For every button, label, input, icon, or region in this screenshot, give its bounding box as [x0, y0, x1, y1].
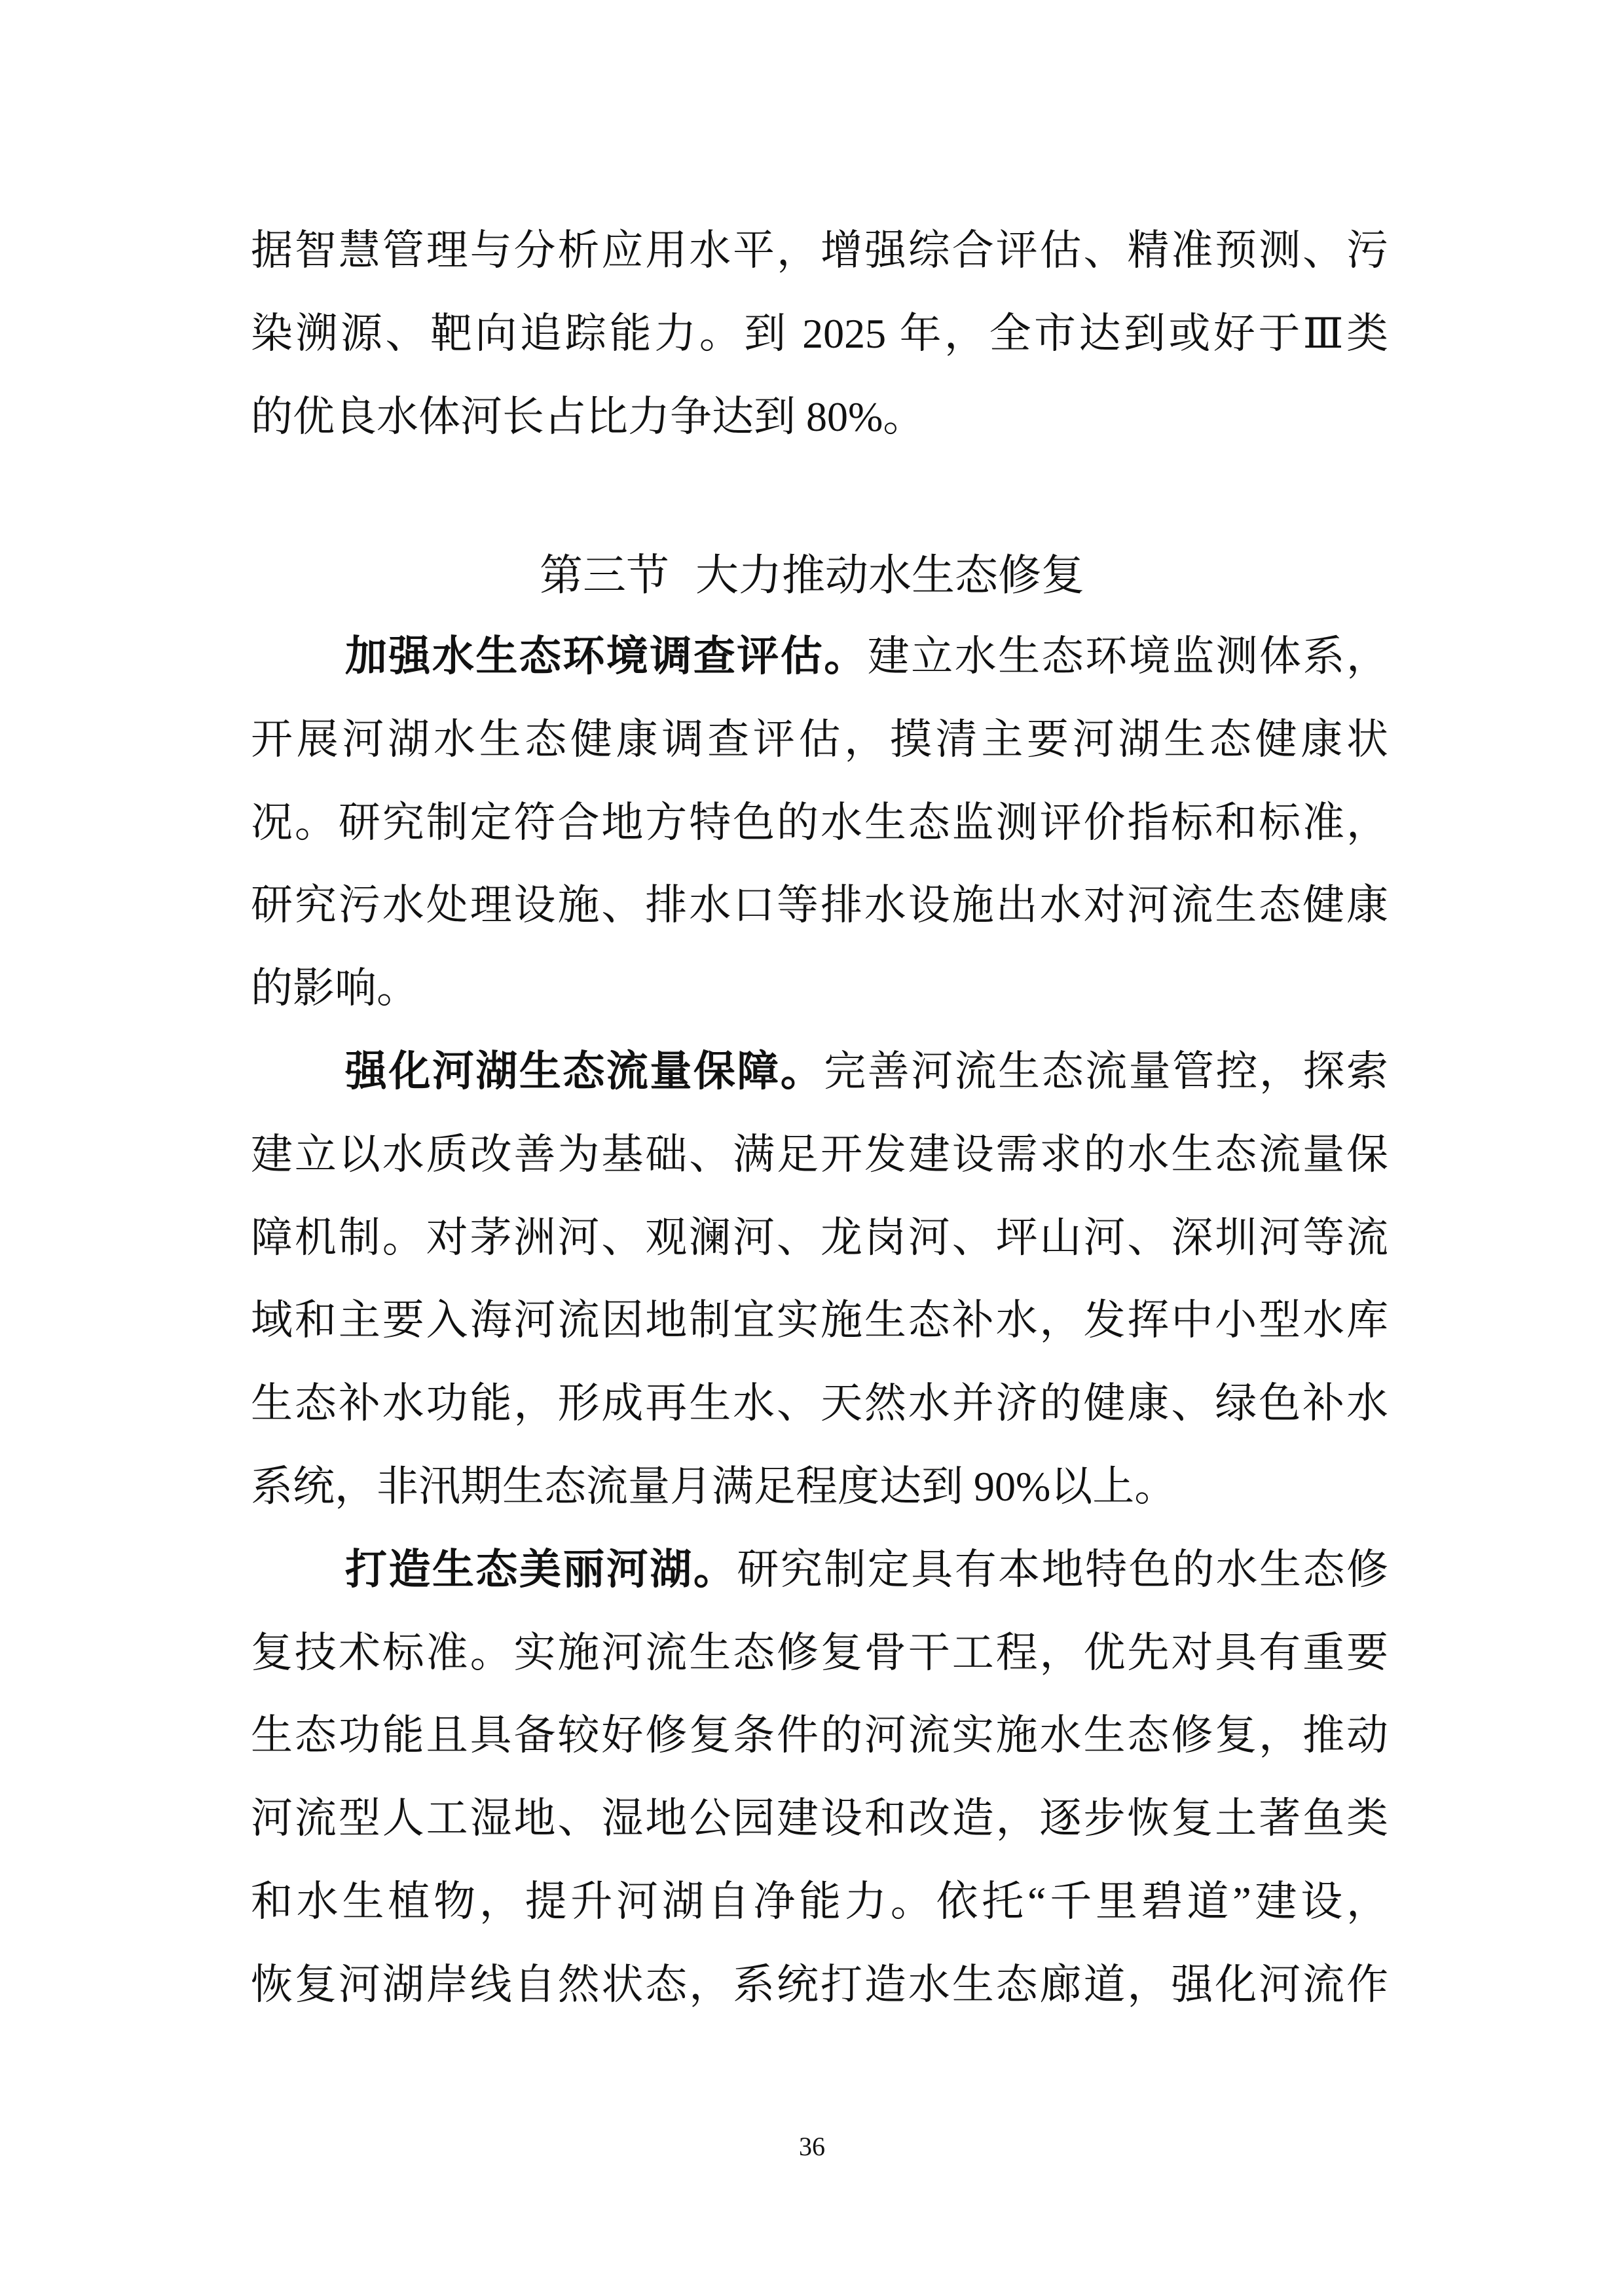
text-line: 生态补水功能，形成再生水、天然水并济的健康、绿色补水: [251, 1380, 1388, 1427]
section-number: 第三节: [540, 552, 669, 600]
text-line: 建立以水质改善为基础、满足开发建设需求的水生态流量保: [251, 1131, 1388, 1178]
paragraph-lead: 强化河湖生态流量保障。: [345, 1048, 824, 1095]
paragraph-lead: 加强水生态环境调查评估。: [345, 633, 868, 680]
text-line: 障机制。对茅洲河、观澜河、龙岗河、坪山河、深圳河等流: [251, 1214, 1388, 1261]
section-body: [251, 615, 1388, 2027]
paragraph-first-line: [251, 1529, 1388, 1612]
text-line: 域和主要入海河流因地制宜实施生态补水，发挥中小型水库: [251, 1297, 1388, 1344]
text: 建立水生态环境监测体系，: [867, 633, 1389, 680]
text: 研究制定具有本地特色的水生态修: [737, 1546, 1389, 1593]
text-line: 复技术标准。实施河流生态修复骨干工程，优先对具有重要: [251, 1629, 1388, 1676]
paragraph-first-line: [251, 1030, 1388, 1114]
text-line: 河流型人工湿地、湿地公园建设和改造，逐步恢复土著鱼类: [251, 1795, 1388, 1842]
section-title: 大力推动水生态修复: [695, 552, 1084, 600]
text-line: 研究污水处理设施、排水口等排水设施出水对河流生态健康: [251, 882, 1388, 929]
text-line: 恢复河湖岸线自然状态，系统打造水生态廊道，强化河流作: [251, 1961, 1388, 2008]
text-line: 染溯源、靶向追踪能力。到 2025 年，全市达到或好于Ⅲ类: [251, 310, 1388, 357]
text: 完善河流生态流量管控，探索: [824, 1048, 1389, 1095]
text-line: 开展河湖水生态健康调查评估，摸清主要河湖生态健康状: [251, 716, 1388, 763]
text-line: 的优良水体河长占比力争达到 80%。: [251, 393, 925, 440]
text-line: 系统，非汛期生态流量月满足程度达到 90%以上。: [251, 1463, 1177, 1510]
text-line: 的影响。: [251, 965, 418, 1012]
section-heading: [0, 534, 1624, 617]
text-line: 生态功能且具备较好修复条件的河流实施水生态修复，推动: [251, 1712, 1388, 1759]
text-line: 况。研究制定符合地方特色的水生态监测评价指标和标准，: [251, 799, 1388, 846]
text-line: 和水生植物，提升河湖自净能力。依托“千里碧道”建设，: [251, 1878, 1388, 1925]
paragraph-lead: 打造生态美丽河湖。: [345, 1546, 737, 1593]
intro-paragraph: [251, 209, 1388, 458]
paragraph-first-line: [251, 615, 1388, 699]
text-line: 据智慧管理与分析应用水平，增强综合评估、精准预测、污: [251, 227, 1388, 274]
page-number: 36: [799, 2132, 825, 2161]
